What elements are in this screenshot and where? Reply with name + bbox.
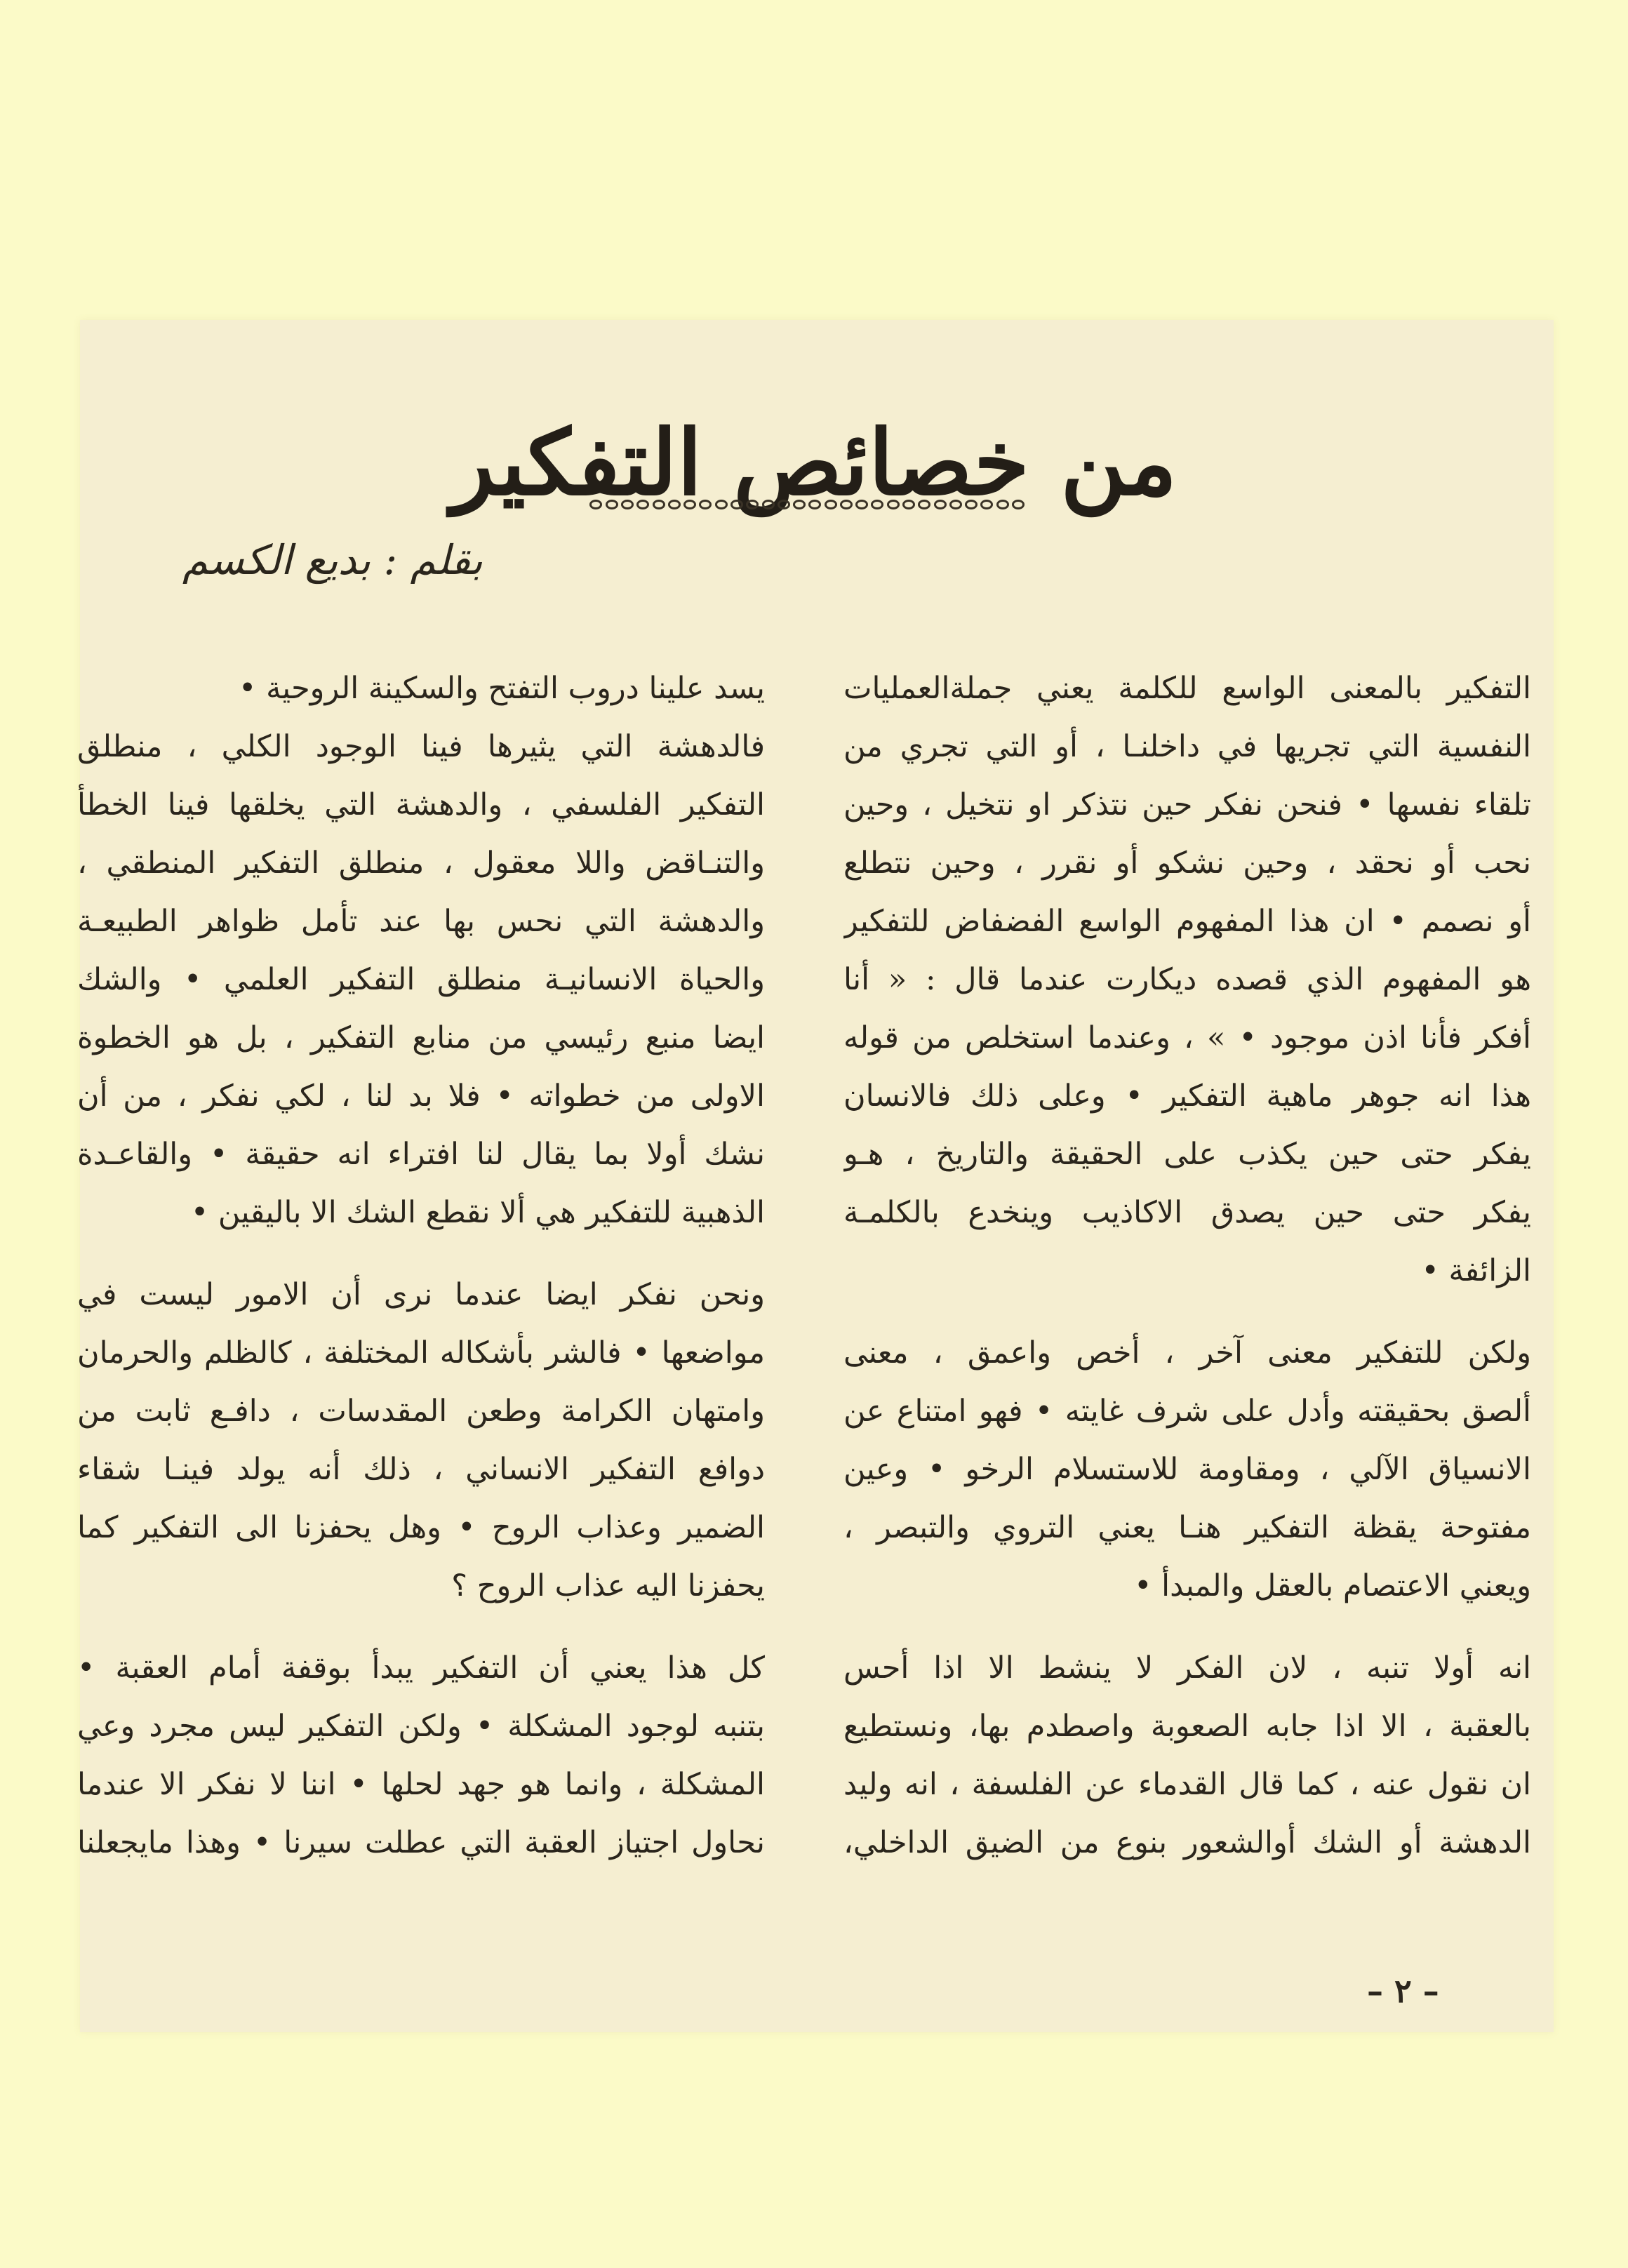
text-line: يحفزنا اليه عذاب الروح ؟ bbox=[451, 1568, 765, 1603]
text-line: دوافع التفكير الانساني ، ذلك أنه يولد فينـا شقاء bbox=[77, 1452, 765, 1487]
text-line: المشكلة ، وانما هو جهد لحلها • اننا لا نفكر الا عندما bbox=[77, 1767, 765, 1802]
text-line: مواضعها • فالشر بأشكاله المختلفة ، كالظلم والحرمان bbox=[77, 1335, 765, 1370]
text-line: الانسياق الآلي ، ومقاومة للاستسلام الرخو • وعين bbox=[843, 1452, 1531, 1487]
author-byline: بقلم : بديع الكسم bbox=[182, 536, 483, 584]
page-number: – ٢ – bbox=[1367, 1972, 1439, 2010]
text-line: هذا انه جوهر ماهية التفكير • وعلى ذلك فالانسان bbox=[843, 1079, 1531, 1114]
text-line: ان نقول عنه ، كما قال القدماء عن الفلسفة ، انه وليد bbox=[843, 1767, 1531, 1802]
title-ornament-divider bbox=[589, 495, 1025, 514]
text-line: والحياة الانسانيـة منطلق التفكير العلمي • والشك bbox=[77, 962, 765, 997]
text-line: ايضا منبع رئيسي من منابع التفكير ، بل هو الخطوة bbox=[77, 1020, 765, 1055]
text-column-right bbox=[843, 660, 1531, 1872]
text-line: نحب أو نحقد ، وحين نشكو أو نقرر ، وحين نتطلع bbox=[843, 846, 1531, 881]
text-line: النفسية التي تجريها في داخلنـا ، أو التي تجري من bbox=[843, 729, 1531, 764]
text-line: فالدهشة التي يثيرها فينا الوجود الكلي ، منطلق bbox=[77, 729, 765, 764]
text-line: يفكر حتى حين يصدق الاكاذيب وينخدع بالكلمـة bbox=[843, 1195, 1531, 1230]
text-line: أفكر فأنا اذن موجود • » ، وعندما استخلص من قوله bbox=[843, 1020, 1531, 1055]
text-line: بتنبه لوجود المشكلة • ولكن التفكير ليس مجرد وعي bbox=[77, 1709, 765, 1744]
text-line: مفتوحة يقظة التفكير هنـا يعني التروي والتبصر ، bbox=[843, 1510, 1531, 1545]
paragraph bbox=[77, 1266, 765, 1615]
text-line: الضمير وعذاب الروح • وهل يحفزنا الى التفكير كما bbox=[77, 1510, 765, 1545]
text-line: كل هذا يعني أن التفكير يبدأ بوقفة أمام العقبة • bbox=[77, 1650, 765, 1686]
text-line: بالعقبة ، الا اذا جابه الصعوبة واصطدم بها، ونستطيع bbox=[843, 1709, 1531, 1744]
paragraph bbox=[843, 1324, 1531, 1615]
text-line: الدهشة أو الشك أوالشعور بنوع من الضيق الداخلي، bbox=[843, 1825, 1531, 1860]
paragraph bbox=[843, 660, 1531, 1300]
text-line: يفكر حتى حين يكذب على الحقيقة والتاريخ ، هـو bbox=[843, 1137, 1531, 1172]
text-column-left bbox=[77, 660, 765, 1872]
text-line: ولكن للتفكير معنى آخر ، أخص واعمق ، معنى bbox=[843, 1335, 1531, 1370]
text-line: ونحن نفكر ايضا عندما نرى أن الامور ليست في bbox=[77, 1277, 765, 1312]
text-line: يسد علينا دروب التفتح والسكينة الروحية • bbox=[239, 671, 765, 706]
paragraph bbox=[77, 1639, 765, 1872]
text-line: الاولى من خطواته • فلا بد لنا ، لكي نفكر ، من أن bbox=[77, 1079, 765, 1114]
text-line: والدهشة التي نحس بها عند تأمل ظواهر الطبيعـة bbox=[77, 904, 765, 939]
text-line: ألصق بحقيقته وأدل على شرف غايته • فهو امتناع عن bbox=[843, 1394, 1531, 1429]
paragraph bbox=[843, 1639, 1531, 1872]
text-line: وامتهان الكرامة وطعن المقدسات ، دافـع ثابت من bbox=[77, 1394, 765, 1429]
text-line: أو نصمم • ان هذا المفهوم الواسع الفضفاض للتفكير bbox=[843, 904, 1531, 939]
text-line: انه أولا تنبه ، لان الفكر لا ينشط الا اذا أحس bbox=[843, 1650, 1531, 1686]
text-line: الزائفة • bbox=[1421, 1253, 1531, 1288]
text-line: هو المفهوم الذي قصده ديكارت عندما قال : « أنا bbox=[843, 962, 1531, 997]
article-title: من خصائص التفكير bbox=[451, 410, 1177, 516]
text-line: الذهبية للتفكير هي ألا نقطع الشك الا باليقين • bbox=[190, 1195, 765, 1230]
text-line: نحاول اجتياز العقبة التي عطلت سيرنا • وهذا مايجعلنا bbox=[77, 1825, 765, 1860]
text-line: التفكير الفلسفي ، والدهشة التي يخلقها فينا الخطأ bbox=[77, 787, 765, 822]
text-line: التفكير بالمعنى الواسع للكلمة يعني جملةالعمليات bbox=[843, 671, 1531, 706]
text-line: والتنـاقض واللا معقول ، منطلق التفكير المنطقي ، bbox=[77, 846, 765, 881]
paragraph bbox=[77, 660, 765, 1242]
text-line: تلقاء نفسها • فنحن نفكر حين نتذكر او نتخيل ، وحين bbox=[843, 787, 1531, 822]
text-line: ويعني الاعتصام بالعقل والمبدأ • bbox=[1134, 1568, 1531, 1603]
text-line: نشك أولا بما يقال لنا افتراء انه حقيقة • والقاعـدة bbox=[77, 1137, 765, 1172]
